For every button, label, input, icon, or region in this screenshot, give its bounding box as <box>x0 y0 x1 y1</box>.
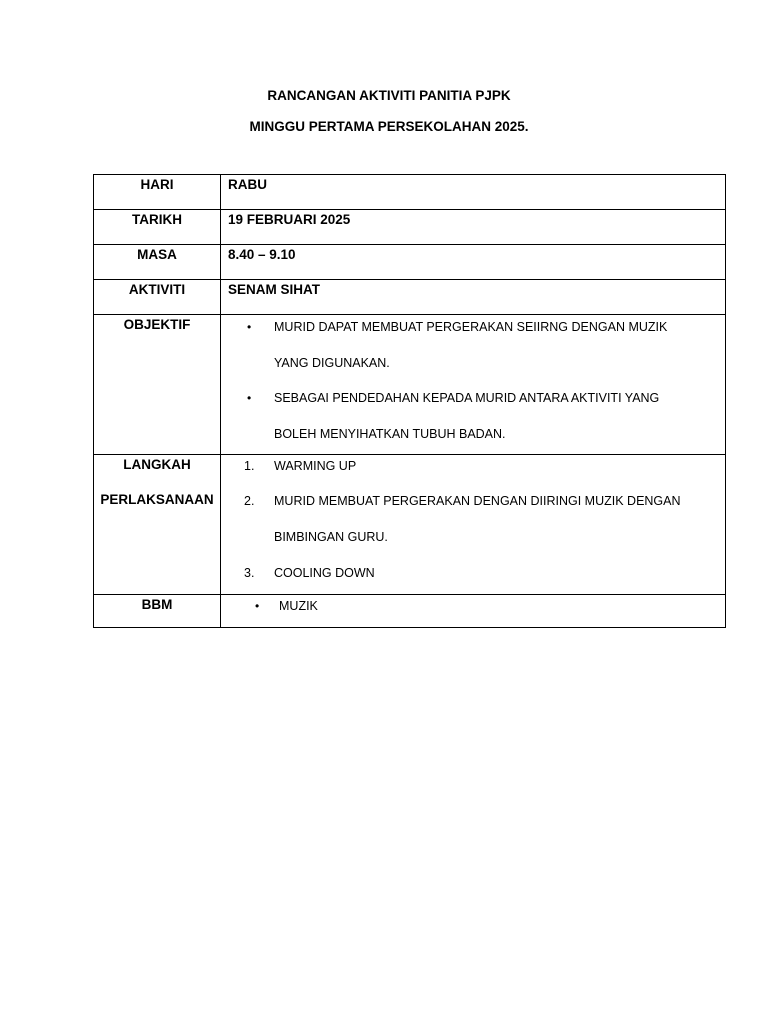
table-row-masa <box>94 245 726 280</box>
list-item-text: BOLEH MENYIHATKAN TUBUH BADAN. <box>274 427 506 441</box>
bbm-list <box>221 595 726 628</box>
bbm-label: BBM <box>141 597 173 612</box>
aktiviti-label: AKTIVITI <box>94 280 221 315</box>
langkah-label-line-2: PERLAKSANAAN <box>100 492 214 507</box>
aktiviti-value: SENAM SIHAT <box>221 280 726 315</box>
bullet-icon: • <box>255 599 260 613</box>
list-item-text: COOLING DOWN <box>274 566 375 580</box>
table-row-tarikh <box>94 210 726 245</box>
table-row-aktiviti <box>94 280 726 315</box>
langkah-label-cell <box>94 455 221 595</box>
list-item-text: MUZIK <box>279 599 318 613</box>
table-row-hari <box>94 175 726 210</box>
objektif-label-cell <box>94 315 221 455</box>
list-number: 2. <box>244 494 255 508</box>
list-item <box>221 598 725 614</box>
list-number: 3. <box>244 566 255 580</box>
list-item <box>221 458 725 474</box>
list-item <box>221 390 725 406</box>
list-item-continuation <box>221 529 725 545</box>
objektif-list <box>221 315 726 455</box>
hari-label: HARI <box>94 175 221 210</box>
hari-value: RABU <box>221 175 726 210</box>
list-item-text: WARMING UP <box>274 459 357 473</box>
list-number: 1. <box>244 459 255 473</box>
table-row-bbm <box>94 595 726 628</box>
table-row-objektif <box>94 315 726 455</box>
list-item-text: BIMBINGAN GURU. <box>274 530 388 544</box>
list-item-continuation <box>221 426 725 442</box>
tarikh-value: 19 FEBRUARI 2025 <box>221 210 726 245</box>
list-item-continuation <box>221 355 725 371</box>
bullet-icon: • <box>247 391 252 405</box>
table-row-langkah <box>94 455 726 595</box>
masa-value: 8.40 – 9.10 <box>221 245 726 280</box>
list-item-text: MURID MEMBUAT PERGERAKAN DENGAN DIIRINGI MUZIK DENGAN <box>274 494 681 508</box>
list-item <box>221 493 725 509</box>
bbm-label-cell <box>94 595 221 628</box>
masa-label: MASA <box>94 245 221 280</box>
document-subtitle: MINGGU PERTAMA PERSEKOLAHAN 2025. <box>249 119 529 134</box>
list-item-text: SEBAGAI PENDEDAHAN KEPADA MURID ANTARA AKTIVITI YANG <box>274 391 660 405</box>
langkah-list <box>221 455 726 595</box>
list-item-text: YANG DIGUNAKAN. <box>274 356 390 370</box>
list-item <box>221 319 725 335</box>
activity-plan-table <box>93 174 726 628</box>
list-item <box>221 565 725 581</box>
tarikh-label: TARIKH <box>94 210 221 245</box>
document-title: RANCANGAN AKTIVITI PANITIA PJPK <box>267 88 511 103</box>
objektif-label: OBJEKTIF <box>123 317 191 332</box>
list-item-text: MURID DAPAT MEMBUAT PERGERAKAN SEIIRNG DENGAN MUZIK <box>274 320 668 334</box>
langkah-label-line-1: LANGKAH <box>123 457 191 472</box>
bullet-icon: • <box>247 320 252 334</box>
